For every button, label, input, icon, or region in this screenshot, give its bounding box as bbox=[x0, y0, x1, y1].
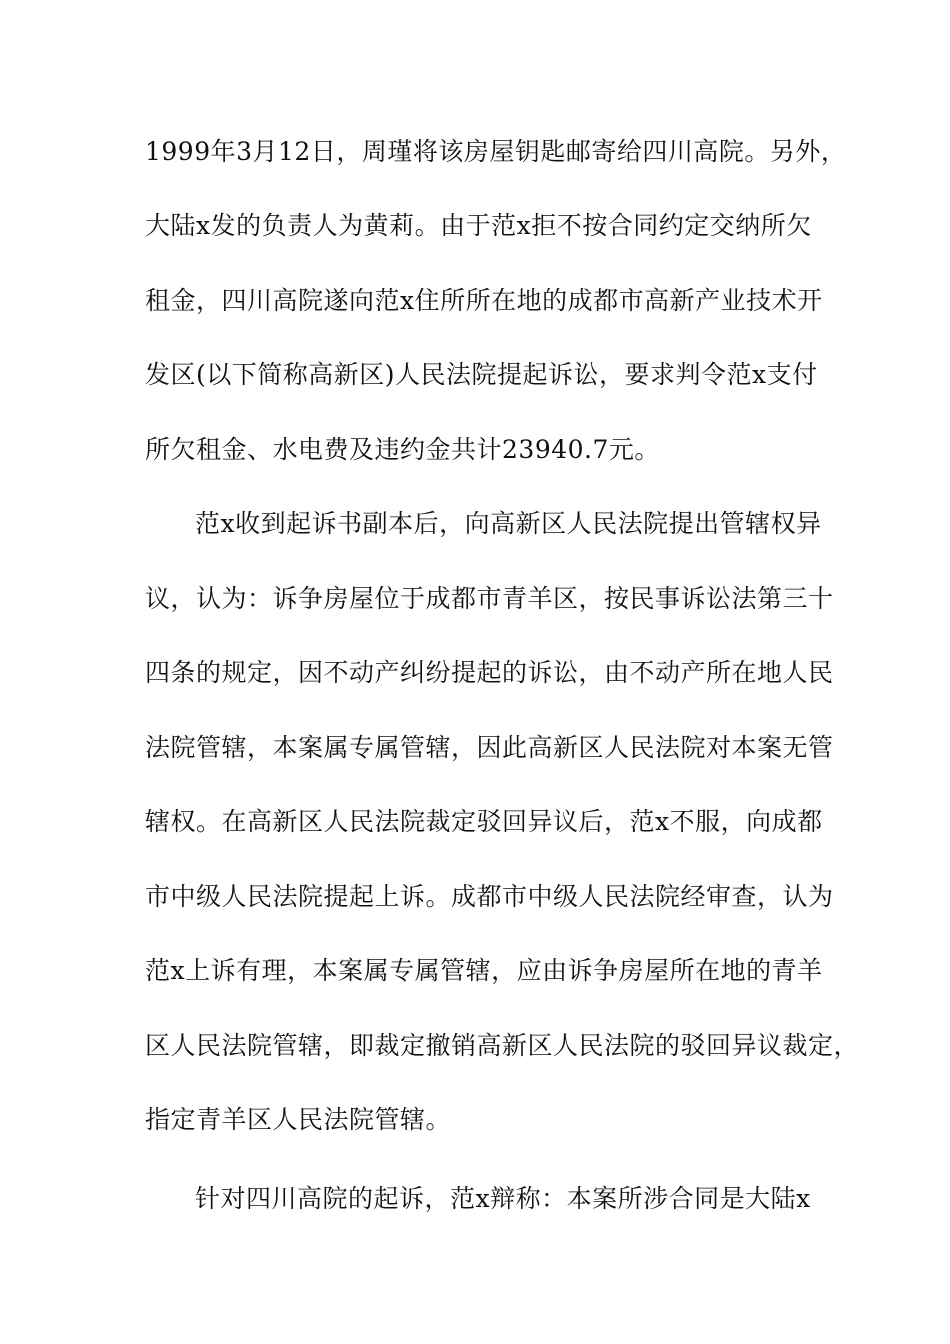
text-line: 法院管辖，本案属专属管辖，因此高新区人民法院对本案无管 bbox=[145, 733, 834, 762]
text-line: 1999年3月12日，周瑾将该房屋钥匙邮寄给四川高院。另外， bbox=[145, 137, 847, 166]
text-line: 范x上诉有理，本案属专属管辖，应由诉争房屋所在地的青羊 bbox=[145, 956, 823, 985]
text-line: 四条的规定，因不动产纠纷提起的诉讼，由不动产所在地人民 bbox=[145, 658, 834, 687]
text-line: 租金，四川高院遂向范x住所所在地的成都市高新产业技术开 bbox=[145, 286, 823, 315]
paragraph-start-line: 范x收到起诉书副本后，向高新区人民法院提出管辖权异 bbox=[195, 509, 822, 538]
text-line: 指定青羊区人民法院管辖。 bbox=[145, 1105, 452, 1134]
paragraph-start-line: 针对四川高院的起诉，范x辩称：本案所涉合同是大陆x bbox=[195, 1184, 811, 1213]
text-line: 市中级人民法院提起上诉。成都市中级人民法院经审查，认为 bbox=[145, 882, 834, 911]
text-line: 发区(以下简称高新区)人民法院提起诉讼，要求判令范x支付 bbox=[145, 360, 818, 389]
text-line: 区人民法院管辖，即裁定撤销高新区人民法院的驳回异议裁定， bbox=[145, 1031, 860, 1060]
text-line: 辖权。在高新区人民法院裁定驳回异议后，范x不服，向成都 bbox=[145, 807, 823, 836]
text-line: 所欠租金、水电费及违约金共计23940.7元。 bbox=[145, 435, 660, 464]
text-line: 议，认为：诉争房屋位于成都市青羊区，按民事诉讼法第三十 bbox=[145, 584, 834, 613]
text-line: 大陆x发的负责人为黄莉。由于范x拒不按合同约定交纳所欠 bbox=[145, 211, 812, 240]
